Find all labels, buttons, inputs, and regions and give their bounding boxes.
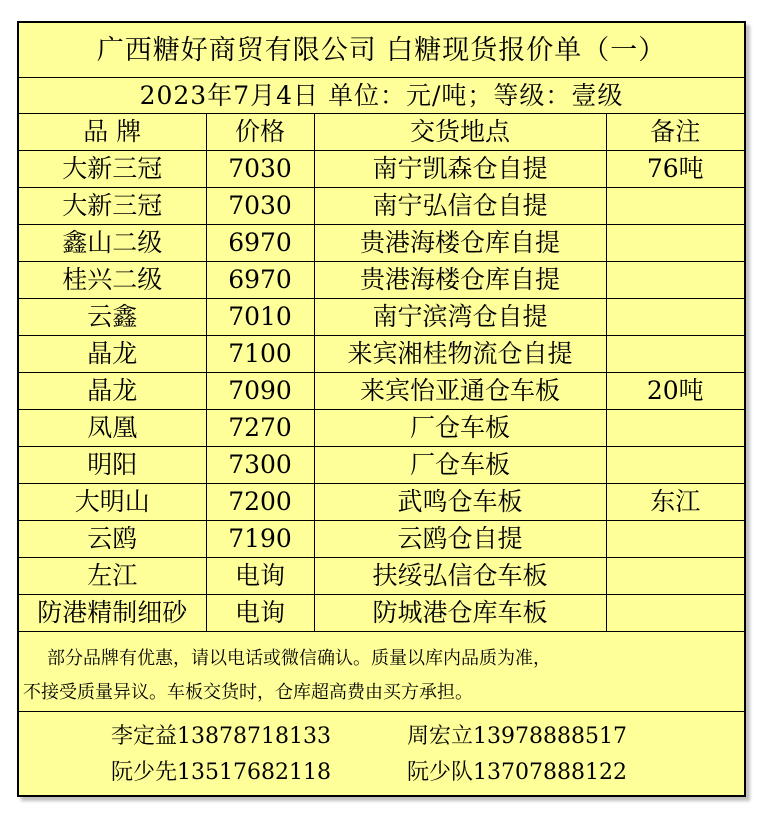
table-row [19, 595, 744, 632]
brand-cell: 左江 [19, 558, 206, 595]
contact-1: 李定益13878718133 [111, 724, 331, 749]
contact-2: 周宏立13978888517 [407, 724, 627, 749]
remark-cell [606, 595, 744, 632]
brand-cell: 防港精制细砂 [19, 595, 206, 632]
price-cell: 7030 [206, 188, 314, 225]
price-cell: 6970 [206, 225, 314, 262]
contacts [19, 712, 744, 795]
remark-cell [606, 521, 744, 558]
notice-line-1: 部分品牌有优惠，请以电话或微信确认。质量以库内品质为准， [47, 648, 551, 669]
notice-line-2: 不接受质量异议。车板交货时，仓库超高费由买方承担。 [23, 682, 473, 703]
delivery-location-cell: 来宾湘桂物流仓自提 [314, 336, 606, 373]
delivery-location-cell: 厂仓车板 [314, 447, 606, 484]
remark-cell [606, 336, 744, 373]
delivery-location-cell: 防城港仓库车板 [314, 595, 606, 632]
brand-cell: 明阳 [19, 447, 206, 484]
brand-cell: 鑫山二级 [19, 225, 206, 262]
remark-cell: 20吨 [606, 373, 744, 410]
table-row [19, 299, 744, 336]
delivery-location-cell: 云鸥仓自提 [314, 521, 606, 558]
table-row [19, 336, 744, 373]
table-row [19, 188, 744, 225]
price-cell: 电询 [206, 595, 314, 632]
remark-cell [606, 410, 744, 447]
delivery-location-cell: 扶绥弘信仓车板 [314, 558, 606, 595]
price-cell: 7010 [206, 299, 314, 336]
table-row [19, 262, 744, 299]
notice-text [19, 637, 744, 712]
delivery-location-cell: 来宾怡亚通仓车板 [314, 373, 606, 410]
price-cell: 7190 [206, 521, 314, 558]
price-sheet [17, 21, 746, 797]
remark-cell [606, 225, 744, 262]
brand-cell: 晶龙 [19, 336, 206, 373]
table-row [19, 484, 744, 521]
brand-cell: 大新三冠 [19, 188, 206, 225]
sheet-title: 广西糖好商贸有限公司 白糖现货报价单（一） [19, 23, 744, 78]
remark-cell [606, 299, 744, 336]
price-cell: 7300 [206, 447, 314, 484]
contact-4: 阮少队13707888122 [407, 760, 627, 785]
price-cell: 7100 [206, 336, 314, 373]
header-remark: 备注 [606, 114, 744, 151]
table-row [19, 151, 744, 188]
brand-cell: 云鑫 [19, 299, 206, 336]
table-row [19, 447, 744, 484]
brand-cell: 凤凰 [19, 410, 206, 447]
delivery-location-cell: 南宁凯森仓自提 [314, 151, 606, 188]
delivery-location-cell: 贵港海楼仓库自提 [314, 262, 606, 299]
brand-cell: 大新三冠 [19, 151, 206, 188]
brand-cell: 晶龙 [19, 373, 206, 410]
brand-cell: 大明山 [19, 484, 206, 521]
remark-cell [606, 188, 744, 225]
remark-cell: 76吨 [606, 151, 744, 188]
contact-3: 阮少先13517682118 [111, 760, 331, 785]
remark-cell: 东江 [606, 484, 744, 521]
price-cell: 7200 [206, 484, 314, 521]
header-delivery-location: 交货地点 [314, 114, 606, 151]
price-cell: 电询 [206, 558, 314, 595]
table-row [19, 410, 744, 447]
delivery-location-cell: 厂仓车板 [314, 410, 606, 447]
brand-cell: 云鸥 [19, 521, 206, 558]
brand-cell: 桂兴二级 [19, 262, 206, 299]
price-table [19, 114, 744, 632]
remark-cell [606, 262, 744, 299]
table-row [19, 373, 744, 410]
price-cell: 7030 [206, 151, 314, 188]
header-price: 价格 [206, 114, 314, 151]
price-cell: 7090 [206, 373, 314, 410]
table-header-row [19, 114, 744, 151]
delivery-location-cell: 武鸣仓车板 [314, 484, 606, 521]
price-cell: 6970 [206, 262, 314, 299]
table-row [19, 521, 744, 558]
header-brand: 品 牌 [19, 114, 206, 151]
table-row [19, 558, 744, 595]
remark-cell [606, 447, 744, 484]
remark-cell [606, 558, 744, 595]
delivery-location-cell: 贵港海楼仓库自提 [314, 225, 606, 262]
price-cell: 7270 [206, 410, 314, 447]
table-row [19, 225, 744, 262]
sheet-subtitle: 2023年7月4日 单位：元/吨；等级：壹级 [19, 78, 744, 114]
price-table-body [19, 114, 744, 632]
delivery-location-cell: 南宁弘信仓自提 [314, 188, 606, 225]
delivery-location-cell: 南宁滨湾仓自提 [314, 299, 606, 336]
